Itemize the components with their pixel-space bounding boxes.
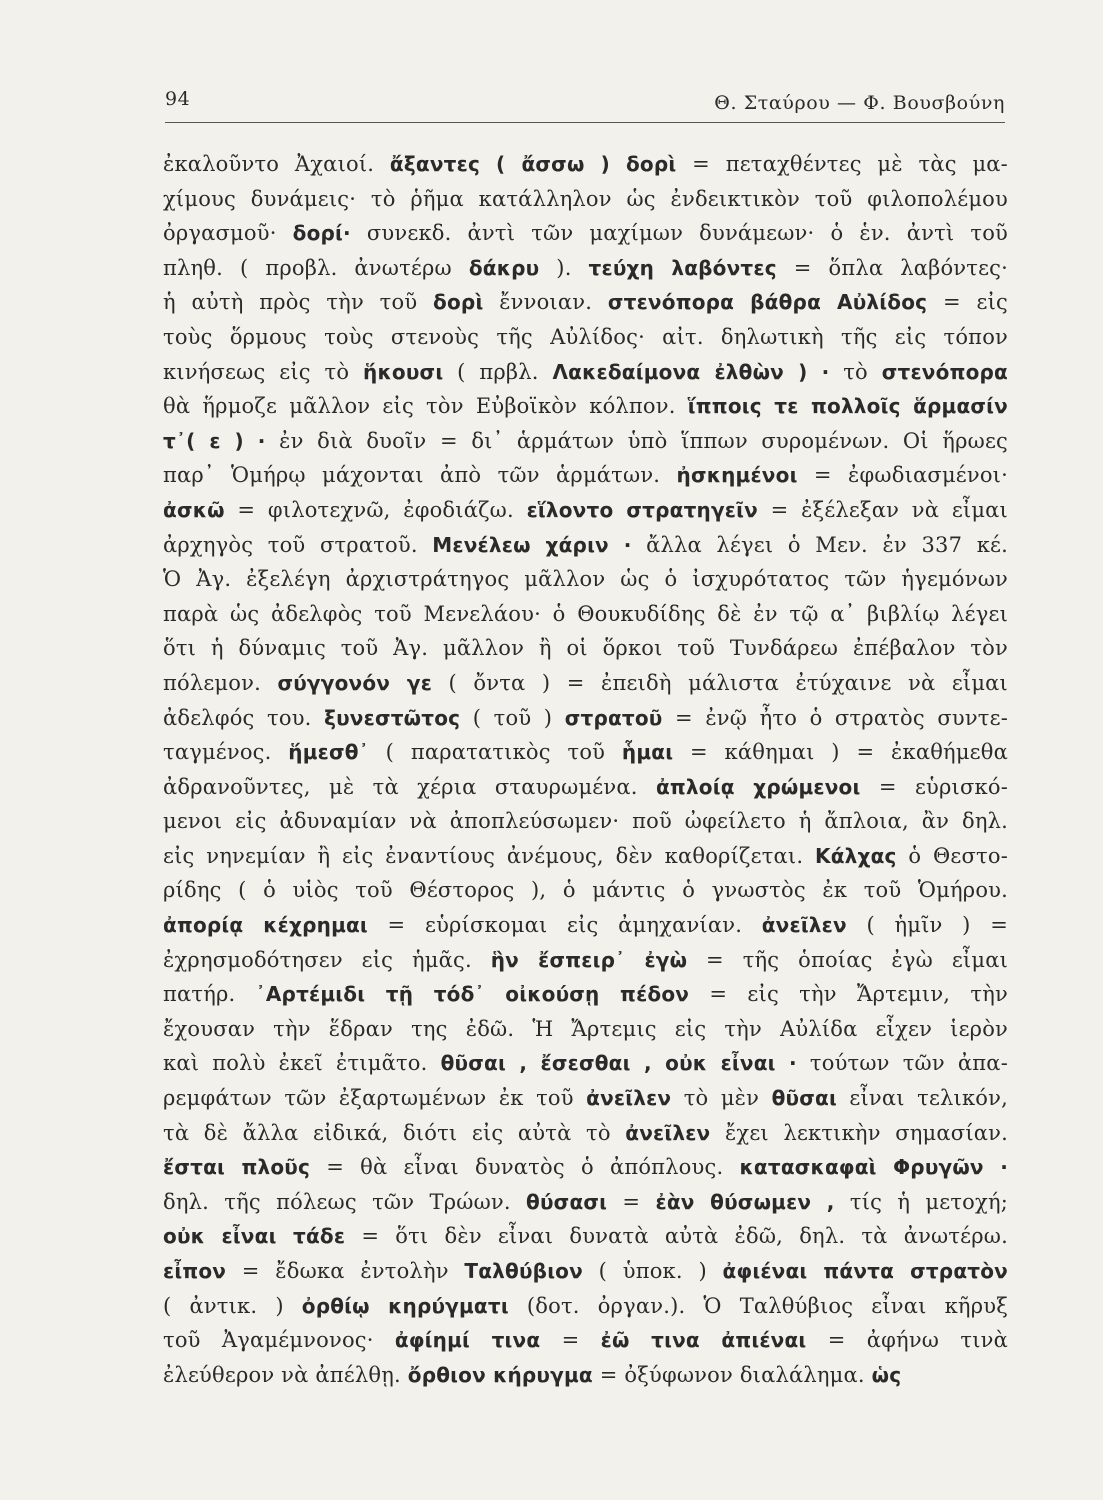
bold-term: Ταλθύβιον xyxy=(464,1259,583,1283)
bold-term: εἵλοντο στρατηγεῖν xyxy=(526,497,758,522)
text-line xyxy=(163,1323,1008,1358)
text-segment: = εἰς τὴν Ἄρτεμιν, τὴν xyxy=(689,982,1008,1007)
text-segment: = τῆς ὁποίας ἐγὼ εἶμαι xyxy=(687,947,1008,972)
bold-term: θῦσαι , ἔσεσθαι , οὐκ εἶναι · xyxy=(440,1051,797,1076)
text-line xyxy=(163,804,1008,839)
text-segment: μενοι εἰς ἀδυναμίαν νὰ ἀποπλεύσωμεν· ποῦ ὠφείλετο ἡ ἄπλοια, ἂν δηλ. xyxy=(163,809,1008,834)
text-segment: παρὰ ὡς ἀδελφὸς τοῦ Μενελάου· ὁ Θουκυδίδης δὲ ἐν τῷ α᾽ βιβλίῳ λέγει xyxy=(163,601,1008,626)
text-segment: = θὰ εἶναι δυνατὸς ὁ ἀπόπλους. xyxy=(310,1155,740,1180)
text-segment: = xyxy=(540,1328,601,1353)
text-line xyxy=(163,701,1008,736)
text-line xyxy=(163,631,1008,666)
text-segment: παρ᾽ Ὁμήρῳ μάχονται ἀπὸ τῶν ἁρμάτων. xyxy=(163,463,677,488)
text-segment: = ἐξέλεξαν νὰ εἶμαι xyxy=(757,497,1008,522)
text-segment: τὰ δὲ ἄλλα εἰδικά, διότι εἰς αὐτὰ τὸ xyxy=(163,1120,626,1145)
text-segment: ἐχρησμοδότησεν εἰς ἡμᾶς. xyxy=(163,947,491,972)
text-segment: δηλ. τῆς πόλεως τῶν Τρώων. xyxy=(163,1189,527,1214)
bold-term: ἵπποις τε πολλοῖς ἅρμασίν xyxy=(687,394,1008,419)
text-line xyxy=(163,1150,1008,1185)
bold-term: οὐκ εἶναι τάδε xyxy=(163,1224,346,1249)
text-line xyxy=(163,493,1008,528)
bold-term: ἧμαι xyxy=(621,740,674,765)
text-segment: = κάθημαι ) = ἐκαθήμεθα xyxy=(673,740,1008,765)
text-segment: = ὅτι δὲν εἶναι δυνατὰ αὐτὰ ἐδῶ, δηλ. τὰ ἀνωτέρω. xyxy=(345,1224,1008,1249)
text-line xyxy=(163,943,1008,978)
text-segment: ( ἀντικ. ) xyxy=(163,1293,302,1318)
bold-term: ἄξαντες ( ἄσσω ) δορὶ xyxy=(389,152,677,176)
bold-term: τ᾽( ε ) · xyxy=(163,428,266,453)
text-segment: ). xyxy=(539,255,589,280)
text-segment: πληθ. ( προβλ. ἀνωτέρω xyxy=(163,255,469,280)
text-line xyxy=(163,666,1008,701)
bold-term: ᾽Αρτέμιδι τῇ τόδ᾽ οἰκούσῃ πέδον xyxy=(255,982,690,1007)
bold-term: ὄρθιον κήρυγμα xyxy=(407,1362,593,1387)
text-line xyxy=(163,285,1008,320)
bold-term: δάκρυ xyxy=(468,255,540,280)
text-segment: = ἐφωδιασμένοι· xyxy=(797,463,1008,488)
text-segment: ταγμένος. xyxy=(163,740,289,765)
text-segment: = ἐνῷ ἦτο ὁ στρατὸς συντε- xyxy=(662,705,1008,730)
text-line xyxy=(163,1012,1008,1047)
text-segment: ἔχουσαν τὴν ἕδραν της ἐδῶ. Ἡ Ἄρτεμις εἰς τὴν Αὐλίδα εἶχεν ἱερὸν xyxy=(163,1016,1008,1041)
bold-term: ἥκουσι xyxy=(363,359,444,384)
text-segment: = ἔδωκα ἐντολὴν xyxy=(226,1259,465,1283)
text-segment: ὀργασμοῦ· xyxy=(163,221,293,246)
text-segment: ὅτι ἡ δύναμις τοῦ Ἀγ. μᾶλλον ἢ οἱ ὅρκοι τοῦ Τυνδάρεω ἐπέβαλον τὸν xyxy=(163,636,1008,661)
bold-term: θύσασι xyxy=(526,1189,608,1214)
text-segment: = ἀφήνω τινὰ xyxy=(806,1328,1008,1353)
text-segment: ἀδελφός του. xyxy=(163,705,325,730)
bold-term: ἠσκημένοι xyxy=(676,463,798,488)
text-line xyxy=(163,528,1008,563)
text-segment: ἔχει λεκτικὴν σημασίαν. xyxy=(710,1120,1008,1145)
body-text xyxy=(163,147,1008,1392)
text-line xyxy=(163,458,1008,493)
text-segment: ( ἡμῖν ) = xyxy=(846,913,1008,938)
bold-term: δορί· xyxy=(292,221,351,246)
text-segment: ἀδρανοῦντες, μὲ τὰ χέρια σταυρωμένα. xyxy=(163,774,656,799)
text-segment: = εὑρίσκομαι εἰς ἀμηχανίαν. xyxy=(367,913,762,938)
bold-term: κατασκαφαὶ Φρυγῶν · xyxy=(739,1155,1008,1180)
bold-term: ἐῶ τινα ἀπιέναι xyxy=(600,1328,807,1353)
text-segment: πατήρ. xyxy=(163,982,256,1007)
text-segment: εἶναι τελικόν, xyxy=(836,1086,1008,1111)
text-segment: τοὺς ὅρμους τοὺς στενοὺς τῆς Αὐλίδος· αἰτ. δηλωτικὴ τῆς εἰς τόπον xyxy=(163,324,1008,349)
bold-term: τεύχη λαβόντες xyxy=(588,255,777,280)
bold-term: στενόπορα xyxy=(881,359,1008,384)
text-segment: ἐν διὰ δυοῖν = δι᾽ ἁρμάτων ὑπὸ ἵππων συρομένων. Οἱ ἥρωες xyxy=(265,428,1008,453)
bold-term: δορὶ xyxy=(433,290,484,315)
bold-term: εἶπον xyxy=(163,1259,227,1283)
bold-term: ἀπλοίᾳ χρώμενοι xyxy=(655,774,861,799)
bold-term: στενόπορα βάθρα Αὐλίδος xyxy=(607,290,928,315)
bold-term: Κάλχας xyxy=(815,843,897,868)
text-segment: ( ὄντα ) = ἐπειδὴ μάλιστα ἐτύχαινε νὰ εἶμαι xyxy=(432,670,1008,695)
text-segment: τίς ἡ μετοχή; xyxy=(834,1189,1008,1214)
bold-term: ἐὰν θύσωμεν , xyxy=(655,1189,835,1214)
text-line xyxy=(163,216,1008,251)
text-segment: ( παρατατικὸς τοῦ xyxy=(368,740,622,765)
text-segment: ἀρχηγὸς τοῦ στρατοῦ. xyxy=(163,532,433,557)
text-line xyxy=(163,1358,1008,1393)
bold-term: ἔσται πλοῦς xyxy=(163,1155,311,1180)
text-line xyxy=(163,1219,1008,1254)
text-line xyxy=(163,251,1008,286)
bold-term: ἀπορίᾳ κέχρημαι xyxy=(163,913,368,938)
bold-term: σύγγονόν γε xyxy=(277,670,433,695)
text-line xyxy=(163,770,1008,805)
text-line xyxy=(163,597,1008,632)
text-segment: ρίδης ( ὁ υἱὸς τοῦ Θέστορος ), ὁ μάντις ὁ γνωστὸς ἐκ τοῦ Ὁμήρου. xyxy=(163,878,1008,903)
text-line xyxy=(163,1116,1008,1151)
text-segment: ἡ αὐτὴ πρὸς τὴν τοῦ xyxy=(163,290,434,315)
text-line xyxy=(163,424,1008,459)
page-header xyxy=(165,88,1005,124)
text-line xyxy=(163,1289,1008,1324)
text-segment: ἐκαλοῦντο Ἀχαιοί. xyxy=(163,152,390,176)
text-segment: = xyxy=(607,1189,656,1214)
text-segment: ( πρβλ. xyxy=(443,359,553,384)
bold-term: ὡς xyxy=(871,1362,902,1387)
bold-term: ἀνεῖλεν xyxy=(625,1120,711,1145)
bold-term: ξυνεστῶτος xyxy=(324,705,461,730)
bold-term: ἀφιέναι πάντα στρατὸν xyxy=(722,1259,1008,1283)
text-segment: κινήσεως εἰς τὸ xyxy=(163,359,364,384)
text-line xyxy=(163,1185,1008,1220)
text-line xyxy=(163,1046,1008,1081)
text-line xyxy=(163,562,1008,597)
text-segment: συνεκδ. ἀντὶ τῶν μαχίμων δυνάμεων· ὁ ἑν. ἀντὶ τοῦ xyxy=(350,221,1008,246)
text-segment: ρεμφάτων τῶν ἐξαρτωμένων ἐκ τοῦ xyxy=(163,1086,587,1111)
bold-term: ἀνεῖλεν xyxy=(761,913,847,938)
text-segment: = πεταχθέντες μὲ τὰς μα- xyxy=(676,152,1008,176)
text-segment: = εὑρισκό- xyxy=(860,774,1008,799)
text-segment: καὶ πολὺ ἐκεῖ ἐτιμᾶτο. xyxy=(163,1051,441,1076)
text-segment: ( τοῦ ) xyxy=(460,705,565,730)
text-segment: = εἰς xyxy=(927,290,1008,315)
bold-term: ἀσκῶ xyxy=(163,497,225,522)
text-segment: τούτων τῶν ἀπα- xyxy=(796,1051,1008,1076)
text-line xyxy=(163,320,1008,355)
text-segment: (δοτ. ὀργαν.). Ὁ Ταλθύβιος εἶναι κῆρυξ xyxy=(508,1293,1008,1318)
page-number: 94 xyxy=(165,88,191,110)
text-line xyxy=(163,735,1008,770)
text-segment: τὸ xyxy=(829,359,882,384)
text-segment: = φιλοτεχνῶ, ἐφοδιάζω. xyxy=(224,497,527,522)
bold-term: ἣν ἔσπειρ᾽ ἐγὼ xyxy=(490,947,688,972)
text-line xyxy=(163,389,1008,424)
text-segment: τοῦ Ἀγαμέμνονος· xyxy=(163,1328,395,1353)
text-line xyxy=(163,355,1008,390)
text-line xyxy=(163,182,1008,217)
text-segment: πόλεμον. xyxy=(163,670,278,695)
text-segment: ἄλλα λέγει ὁ Μεν. ἐν 337 κέ. xyxy=(631,532,1008,557)
text-segment: χίμους δυνάμεις· τὸ ῥῆμα κατάλληλον ὡς ἐνδεικτικὸν τοῦ φιλοπολέμου xyxy=(163,186,1008,211)
bold-term: θῦσαι xyxy=(771,1086,837,1111)
text-segment: = ὀξύφωνον διαλάλημα. xyxy=(592,1362,872,1387)
text-line xyxy=(163,908,1008,943)
text-segment: Ὁ Ἀγ. ἐξελέγη ἀρχιστράτηγος μᾶλλον ὡς ὁ ἰσχυρότατος τῶν ἡγεμόνων xyxy=(163,567,1008,592)
text-segment: θὰ ἥρμοζε μᾶλλον εἰς τὸν Εὐβοϊκὸν κόλπον. xyxy=(163,394,688,419)
bold-term: ἀνεῖλεν xyxy=(586,1086,672,1111)
bold-term: ἀφίημί τινα xyxy=(394,1328,541,1353)
text-segment: ( ὑποκ. ) xyxy=(582,1259,723,1283)
text-segment: = ὅπλα λαβόντες· xyxy=(776,255,1008,280)
text-segment: εἰς νηνεμίαν ἢ εἰς ἐναντίους ἀνέμους, δὲν καθορίζεται. xyxy=(163,843,815,868)
header-rule xyxy=(165,122,1005,123)
text-segment: τὸ μὲν xyxy=(671,1086,772,1111)
text-line xyxy=(163,977,1008,1012)
bold-term: ἥμεσθ᾽ xyxy=(288,740,369,765)
text-line xyxy=(163,873,1008,908)
bold-term: Λακεδαίμονα ἐλθὼν ) · xyxy=(552,359,830,384)
text-line xyxy=(163,839,1008,874)
text-line xyxy=(163,1081,1008,1116)
text-segment: ἐλεύθερον νὰ ἀπέλθῃ. xyxy=(163,1362,408,1387)
bold-term: Μενέλεω χάριν · xyxy=(432,532,632,557)
text-line xyxy=(163,1254,1008,1289)
text-line xyxy=(163,147,1008,182)
bold-term: στρατοῦ xyxy=(564,705,663,730)
running-head: Θ. Σταύρου — Φ. Βουσβούνη xyxy=(714,92,1005,114)
bold-term: ὀρθίῳ κηρύγματι xyxy=(301,1293,509,1318)
text-segment: ὁ Θεστο- xyxy=(896,843,1008,868)
text-segment: ἔννοιαν. xyxy=(483,290,608,315)
